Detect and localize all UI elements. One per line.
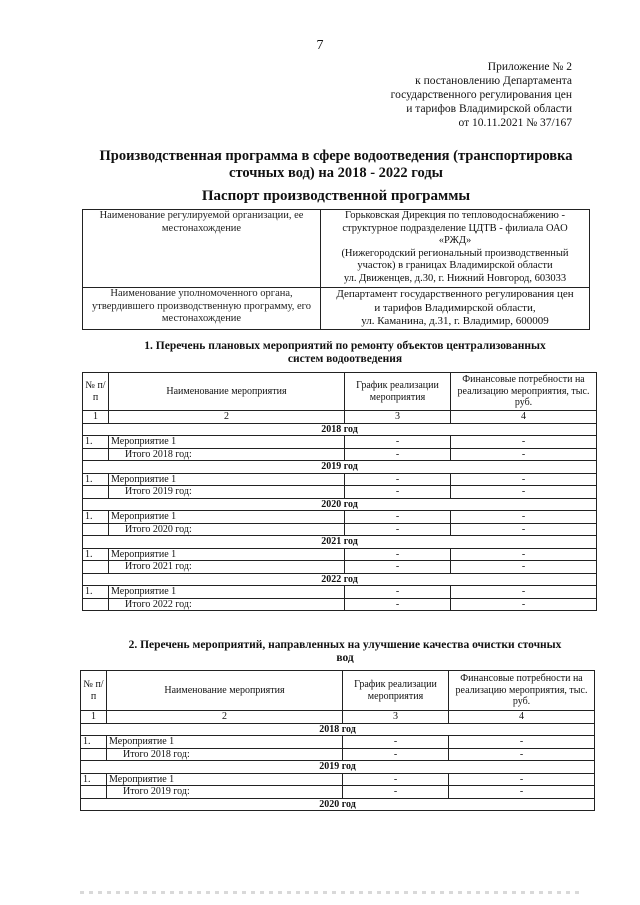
total-schedule: - bbox=[343, 786, 449, 799]
year-label: 2019 год bbox=[81, 761, 595, 774]
total-finance: - bbox=[451, 448, 597, 461]
col-number: 3 bbox=[343, 711, 449, 724]
header-name: Наименование мероприятия bbox=[109, 373, 345, 411]
item-num: 1. bbox=[83, 511, 109, 524]
empty-cell bbox=[83, 448, 109, 461]
item-schedule: - bbox=[343, 736, 449, 749]
empty-cell bbox=[83, 561, 109, 574]
empty-cell bbox=[83, 523, 109, 536]
col-number: 2 bbox=[109, 411, 345, 424]
table-row bbox=[81, 736, 595, 749]
total-schedule: - bbox=[345, 486, 451, 499]
total-label: Итого 2019 год: bbox=[107, 786, 343, 799]
col-number: 3 bbox=[345, 411, 451, 424]
appendix-line: к постановлению Департамента bbox=[415, 75, 572, 87]
item-schedule: - bbox=[345, 473, 451, 486]
year-label: 2020 год bbox=[83, 498, 597, 511]
item-name: Мероприятие 1 bbox=[107, 736, 343, 749]
column-number-row bbox=[83, 411, 597, 424]
empty-cell bbox=[81, 786, 107, 799]
value-line: и тарифов Владимирской области, bbox=[374, 301, 536, 314]
total-schedule: - bbox=[345, 448, 451, 461]
item-schedule: - bbox=[343, 773, 449, 786]
year-row bbox=[81, 723, 595, 736]
column-number-row bbox=[81, 711, 595, 724]
year-label: 2020 год bbox=[81, 798, 595, 811]
item-name: Мероприятие 1 bbox=[109, 548, 345, 561]
item-name: Мероприятие 1 bbox=[107, 773, 343, 786]
item-name: Мероприятие 1 bbox=[109, 473, 345, 486]
item-num: 1. bbox=[83, 473, 109, 486]
value-line: Горьковская Дирекция по тепловодоснабжению - bbox=[345, 210, 565, 221]
value-line: ул. Каманина, д.31, г. Владимир, 600009 bbox=[361, 315, 549, 327]
total-finance: - bbox=[451, 598, 597, 611]
table-header-row bbox=[83, 373, 597, 411]
scan-artifact bbox=[80, 891, 580, 894]
total-row bbox=[83, 598, 597, 611]
item-name: Мероприятие 1 bbox=[109, 436, 345, 449]
table-header-row bbox=[81, 671, 595, 711]
passport-row bbox=[83, 288, 590, 330]
item-finance: - bbox=[451, 548, 597, 561]
year-row bbox=[83, 573, 597, 586]
empty-cell bbox=[83, 486, 109, 499]
passport-row bbox=[83, 210, 590, 288]
total-row bbox=[81, 748, 595, 761]
total-schedule: - bbox=[345, 598, 451, 611]
header-name: Наименование мероприятия bbox=[107, 671, 343, 711]
item-finance: - bbox=[449, 773, 595, 786]
total-finance: - bbox=[451, 523, 597, 536]
total-label: Итого 2022 год: bbox=[109, 598, 345, 611]
col-number: 4 bbox=[451, 411, 597, 424]
year-row bbox=[83, 536, 597, 549]
total-finance: - bbox=[451, 561, 597, 574]
passport-label: Наименование уполномоченного органа, утвердившего производственную программу, его местонахождение bbox=[83, 288, 321, 330]
total-schedule: - bbox=[343, 748, 449, 761]
year-row bbox=[83, 423, 597, 436]
total-row bbox=[83, 486, 597, 499]
section-title-line: 1. Перечень плановых мероприятий по ремонту объектов централизованных bbox=[144, 340, 546, 352]
empty-cell bbox=[81, 748, 107, 761]
item-finance: - bbox=[451, 586, 597, 599]
col-number: 4 bbox=[449, 711, 595, 724]
passport-label: Наименование регулируемой организации, ее местонахождение bbox=[83, 210, 321, 288]
title-line: сточных вод) на 2018 - 2022 годы bbox=[229, 165, 443, 181]
page-number: 7 bbox=[316, 38, 324, 53]
passport-table bbox=[82, 209, 590, 330]
table-row bbox=[83, 473, 597, 486]
item-name: Мероприятие 1 bbox=[109, 586, 345, 599]
section-title-line: вод bbox=[336, 652, 354, 664]
item-num: 1. bbox=[83, 548, 109, 561]
col-number: 2 bbox=[107, 711, 343, 724]
passport-heading: Паспорт производственной программы bbox=[201, 188, 471, 204]
treatment-quality-table bbox=[80, 670, 595, 811]
header-finance: Финансовые потребности на реализацию мероприятия, тыс. руб. bbox=[451, 373, 597, 411]
table-row bbox=[81, 773, 595, 786]
appendix-line: от 10.11.2021 № 37/167 bbox=[458, 117, 572, 129]
value-line: (Нижегородский региональный производственный bbox=[341, 247, 569, 259]
item-schedule: - bbox=[345, 436, 451, 449]
total-finance: - bbox=[451, 486, 597, 499]
total-label: Итого 2020 год: bbox=[109, 523, 345, 536]
table-row bbox=[83, 586, 597, 599]
total-label: Итого 2018 год: bbox=[109, 448, 345, 461]
title-line: Производственная программа в сфере водоотведения (транспортировка bbox=[99, 148, 573, 164]
total-label: Итого 2018 год: bbox=[107, 748, 343, 761]
appendix-line: Приложение № 2 bbox=[487, 61, 572, 73]
total-label: Итого 2021 год: bbox=[109, 561, 345, 574]
year-label: 2019 год bbox=[83, 461, 597, 474]
item-num: 1. bbox=[83, 436, 109, 449]
total-row bbox=[83, 448, 597, 461]
item-schedule: - bbox=[345, 586, 451, 599]
item-name: Мероприятие 1 bbox=[109, 511, 345, 524]
document-title bbox=[88, 148, 584, 182]
table-row bbox=[83, 511, 597, 524]
table-row bbox=[83, 436, 597, 449]
item-finance: - bbox=[451, 473, 597, 486]
year-row bbox=[83, 498, 597, 511]
value-line: ул. Движенцев, д.30, г. Нижний Новгород, 603033 bbox=[343, 272, 567, 284]
item-num: 1. bbox=[81, 736, 107, 749]
value-line: Департамент государственного регулирования цен bbox=[336, 288, 574, 300]
col-number: 1 bbox=[83, 411, 109, 424]
value-line: участок) в границах Владимирской области bbox=[357, 260, 553, 271]
item-schedule: - bbox=[345, 511, 451, 524]
total-row bbox=[83, 561, 597, 574]
item-num: 1. bbox=[81, 773, 107, 786]
appendix-line: государственного регулирования цен bbox=[390, 89, 572, 101]
total-row bbox=[83, 523, 597, 536]
year-row bbox=[81, 798, 595, 811]
year-row bbox=[83, 461, 597, 474]
header-num: № п/п bbox=[83, 373, 109, 411]
section-1-title bbox=[90, 340, 600, 366]
item-schedule: - bbox=[345, 548, 451, 561]
total-label: Итого 2019 год: bbox=[109, 486, 345, 499]
empty-cell bbox=[83, 598, 109, 611]
header-schedule: График реализации мероприятия bbox=[345, 373, 451, 411]
year-label: 2018 год bbox=[83, 423, 597, 436]
year-label: 2022 год bbox=[83, 573, 597, 586]
item-finance: - bbox=[451, 511, 597, 524]
table-row bbox=[83, 548, 597, 561]
total-finance: - bbox=[449, 786, 595, 799]
year-row bbox=[81, 761, 595, 774]
item-num: 1. bbox=[83, 586, 109, 599]
total-schedule: - bbox=[345, 561, 451, 574]
appendix-line: и тарифов Владимирской области bbox=[406, 103, 572, 115]
passport-value bbox=[321, 288, 590, 330]
value-line: «РЖД» bbox=[438, 235, 472, 246]
header-schedule: График реализации мероприятия bbox=[343, 671, 449, 711]
section-title-line: систем водоотведения bbox=[287, 353, 403, 365]
repair-measures-table bbox=[82, 372, 597, 611]
value-line: структурное подразделение ЦДТВ - филиала ОАО bbox=[342, 222, 568, 234]
total-row bbox=[81, 786, 595, 799]
appendix-block bbox=[312, 60, 572, 130]
year-label: 2021 год bbox=[83, 536, 597, 549]
total-schedule: - bbox=[345, 523, 451, 536]
col-number: 1 bbox=[81, 711, 107, 724]
item-finance: - bbox=[449, 736, 595, 749]
header-finance: Финансовые потребности на реализацию мероприятия, тыс. руб. bbox=[449, 671, 595, 711]
section-title-line: 2. Перечень мероприятий, направленных на улучшение качества очистки сточных bbox=[128, 639, 562, 651]
header-num: № п/п bbox=[81, 671, 107, 711]
section-2-title bbox=[90, 639, 600, 665]
item-finance: - bbox=[451, 436, 597, 449]
year-label: 2018 год bbox=[81, 723, 595, 736]
passport-value bbox=[321, 210, 590, 288]
total-finance: - bbox=[449, 748, 595, 761]
